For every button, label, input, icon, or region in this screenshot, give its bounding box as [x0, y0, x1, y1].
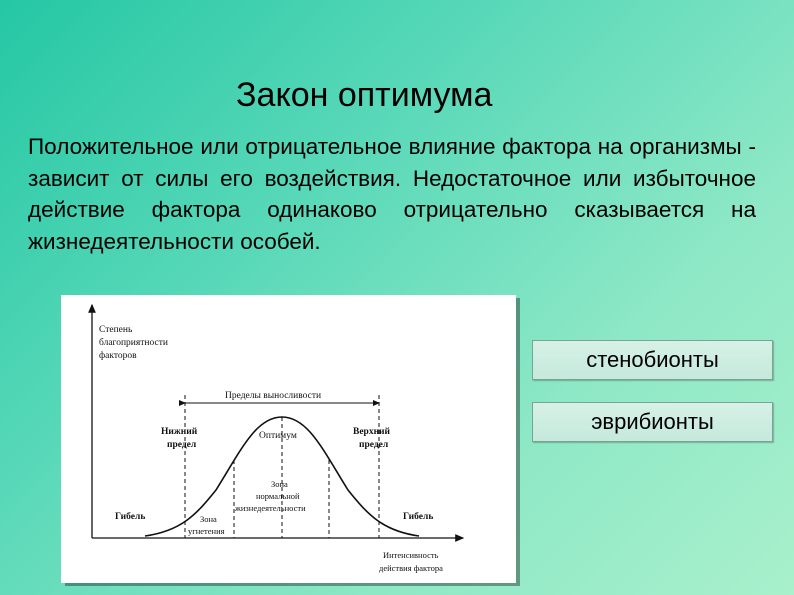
- eurybionts-box: [532, 402, 773, 442]
- eurybionts-label: эврибионты: [591, 409, 714, 434]
- death-right-label: Гибель: [403, 512, 434, 522]
- stenobionts-label: стенобионты: [586, 347, 719, 372]
- tolerance-limits-label: Пределы выносливости: [225, 391, 322, 401]
- y-axis-label: Степень благоприятности факторов: [99, 325, 168, 361]
- slide-body-text: Положительное или отрицательное влияние фактора на организмы - зависит от силы его воздействия. Недостаточное или избыточное действие фактора одинаково отрицательно сказывается на жизнедеятельности особей.: [28, 134, 756, 254]
- lower-limit-label: Нижний предел: [161, 427, 198, 450]
- normal-zone-label: Зона нормальной жизнедеятельности: [235, 479, 306, 513]
- death-left-label: Гибель: [115, 512, 146, 522]
- upper-limit-label: Верхний предел: [353, 427, 391, 450]
- optimum-label: Оптимум: [259, 431, 297, 441]
- x-axis-label: Интенсивность действия фактора: [379, 550, 443, 573]
- slide-title: Закон оптимума: [236, 76, 493, 114]
- optimum-diagram-svg: [61, 295, 516, 583]
- stenobionts-box: [532, 340, 773, 380]
- optimum-law-diagram: [61, 295, 516, 583]
- oppression-zone-label: Зона угнетения: [188, 514, 225, 536]
